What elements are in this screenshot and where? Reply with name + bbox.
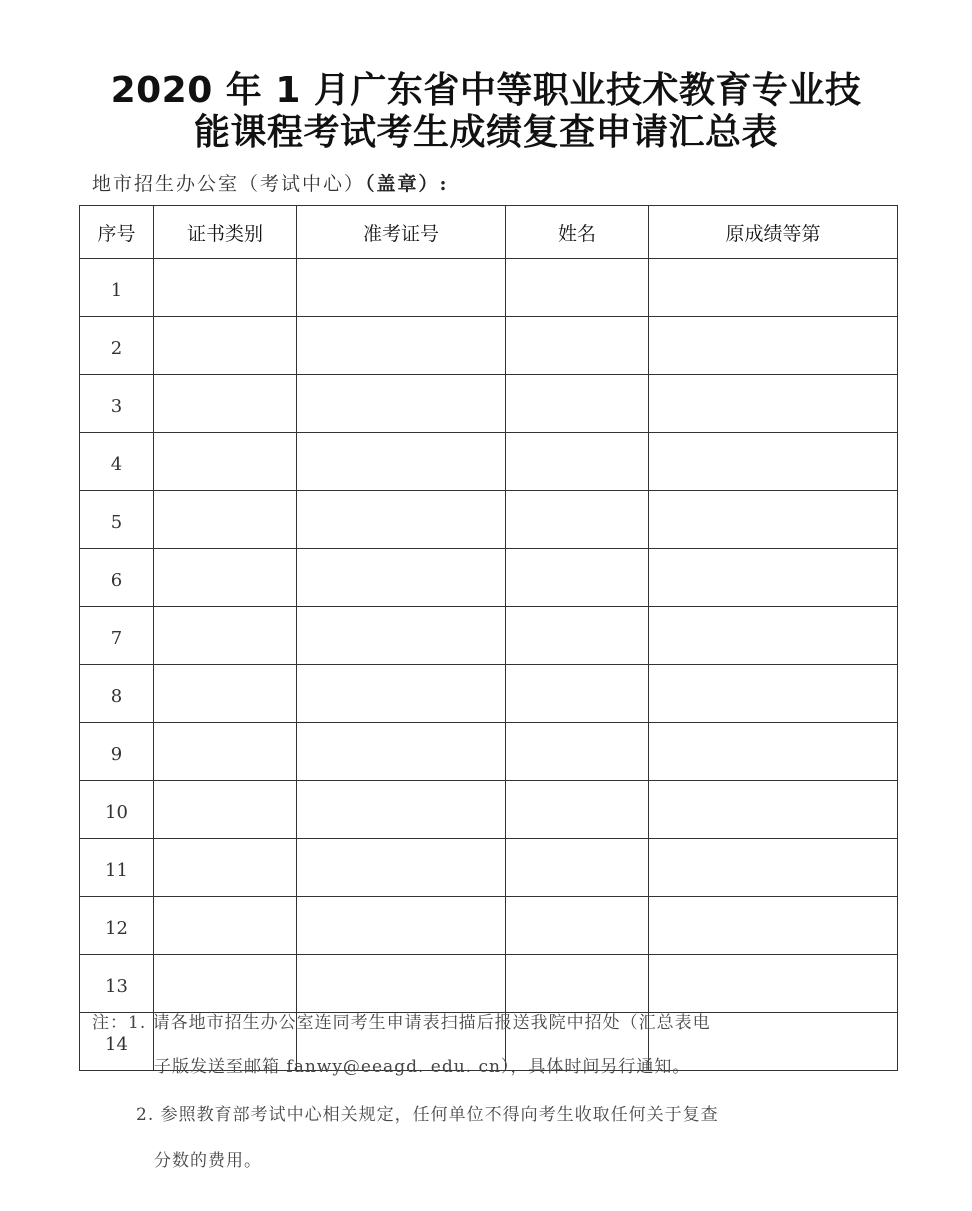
name-cell[interactable] bbox=[506, 491, 649, 549]
original-grade-cell[interactable] bbox=[649, 955, 898, 1013]
name-cell[interactable] bbox=[506, 839, 649, 897]
original-grade-cell[interactable] bbox=[649, 781, 898, 839]
table-row bbox=[80, 607, 898, 665]
table-row bbox=[80, 433, 898, 491]
original-grade-cell[interactable] bbox=[649, 433, 898, 491]
row-number: 7 bbox=[80, 607, 154, 665]
summary-table bbox=[79, 205, 898, 1071]
certificate-type-cell[interactable] bbox=[154, 317, 297, 375]
column-header-serial: 序号 bbox=[80, 206, 154, 259]
note-1-line-1: 注：1. 请各地市招生办公室连同考生申请表扫描后报送我院中招处（汇总表电 bbox=[92, 1013, 711, 1033]
original-grade-cell[interactable] bbox=[649, 723, 898, 781]
name-cell[interactable] bbox=[506, 607, 649, 665]
document-title-line-1: 2020 年 1 月广东省中等职业技术教育专业技 bbox=[110, 70, 862, 111]
name-cell[interactable] bbox=[506, 259, 649, 317]
row-number: 4 bbox=[80, 433, 154, 491]
original-grade-cell[interactable] bbox=[649, 259, 898, 317]
certificate-type-cell[interactable] bbox=[154, 607, 297, 665]
admission-number-cell[interactable] bbox=[297, 955, 506, 1013]
row-number: 10 bbox=[80, 781, 154, 839]
name-cell[interactable] bbox=[506, 955, 649, 1013]
certificate-type-cell[interactable] bbox=[154, 781, 297, 839]
seal-line bbox=[92, 170, 449, 198]
certificate-type-cell[interactable] bbox=[154, 259, 297, 317]
row-number: 6 bbox=[80, 549, 154, 607]
name-cell[interactable] bbox=[506, 375, 649, 433]
row-number: 8 bbox=[80, 665, 154, 723]
note-2-line-1: 2. 参照教育部考试中心相关规定，任何单位不得向考生收取任何关于复查 bbox=[136, 1105, 719, 1125]
table-row bbox=[80, 375, 898, 433]
document-title-line-2: 能课程考试考生成绩复查申请汇总表 bbox=[193, 112, 778, 153]
admission-number-cell[interactable] bbox=[297, 897, 506, 955]
original-grade-cell[interactable] bbox=[649, 897, 898, 955]
original-grade-cell[interactable] bbox=[649, 549, 898, 607]
note-1-line-2: 子版发送至邮箱 fanwy@eeagd. edu. cn），具体时间另行通知。 bbox=[154, 1057, 691, 1077]
name-cell[interactable] bbox=[506, 781, 649, 839]
admission-number-cell[interactable] bbox=[297, 723, 506, 781]
certificate-type-cell[interactable] bbox=[154, 723, 297, 781]
row-number: 9 bbox=[80, 723, 154, 781]
table-row bbox=[80, 259, 898, 317]
row-number: 1 bbox=[80, 259, 154, 317]
table-row bbox=[80, 897, 898, 955]
table-row bbox=[80, 549, 898, 607]
original-grade-cell[interactable] bbox=[649, 375, 898, 433]
admission-number-cell[interactable] bbox=[297, 607, 506, 665]
original-grade-cell[interactable] bbox=[649, 607, 898, 665]
row-number: 14 bbox=[80, 1013, 154, 1071]
admission-number-cell[interactable] bbox=[297, 259, 506, 317]
admission-number-cell[interactable] bbox=[297, 781, 506, 839]
original-grade-cell[interactable] bbox=[649, 317, 898, 375]
column-header-certificate-type: 证书类别 bbox=[154, 206, 297, 259]
admission-number-cell[interactable] bbox=[297, 375, 506, 433]
certificate-type-cell[interactable] bbox=[154, 491, 297, 549]
column-header-original-grade: 原成绩等第 bbox=[649, 206, 898, 259]
table-row bbox=[80, 665, 898, 723]
name-cell[interactable] bbox=[506, 723, 649, 781]
name-cell[interactable] bbox=[506, 433, 649, 491]
table-row bbox=[80, 955, 898, 1013]
certificate-type-cell[interactable] bbox=[154, 897, 297, 955]
row-number: 3 bbox=[80, 375, 154, 433]
table-row bbox=[80, 491, 898, 549]
name-cell[interactable] bbox=[506, 897, 649, 955]
certificate-type-cell[interactable] bbox=[154, 375, 297, 433]
certificate-type-cell[interactable] bbox=[154, 433, 297, 491]
table-row bbox=[80, 723, 898, 781]
admission-number-cell[interactable] bbox=[297, 665, 506, 723]
original-grade-cell[interactable] bbox=[649, 839, 898, 897]
table-row bbox=[80, 839, 898, 897]
table-row bbox=[80, 781, 898, 839]
certificate-type-cell[interactable] bbox=[154, 955, 297, 1013]
admission-number-cell[interactable] bbox=[297, 317, 506, 375]
row-number: 2 bbox=[80, 317, 154, 375]
row-number: 13 bbox=[80, 955, 154, 1013]
column-header-name: 姓名 bbox=[506, 206, 649, 259]
certificate-type-cell[interactable] bbox=[154, 549, 297, 607]
admission-number-cell[interactable] bbox=[297, 839, 506, 897]
original-grade-cell[interactable] bbox=[649, 491, 898, 549]
original-grade-cell[interactable] bbox=[649, 665, 898, 723]
note-2-line-2: 分数的费用。 bbox=[154, 1151, 262, 1171]
row-number: 5 bbox=[80, 491, 154, 549]
certificate-type-cell[interactable] bbox=[154, 665, 297, 723]
seal-suffix: （盖章）: bbox=[365, 173, 449, 195]
seal-label: 地市招生办公室（考试中心） bbox=[92, 173, 366, 195]
admission-number-cell[interactable] bbox=[297, 549, 506, 607]
name-cell[interactable] bbox=[506, 317, 649, 375]
admission-number-cell[interactable] bbox=[297, 433, 506, 491]
table-header-row bbox=[80, 206, 898, 259]
certificate-type-cell[interactable] bbox=[154, 839, 297, 897]
table-row bbox=[80, 317, 898, 375]
column-header-admission-number: 准考证号 bbox=[297, 206, 506, 259]
row-number: 12 bbox=[80, 897, 154, 955]
name-cell[interactable] bbox=[506, 549, 649, 607]
row-number: 11 bbox=[80, 839, 154, 897]
admission-number-cell[interactable] bbox=[297, 491, 506, 549]
name-cell[interactable] bbox=[506, 665, 649, 723]
